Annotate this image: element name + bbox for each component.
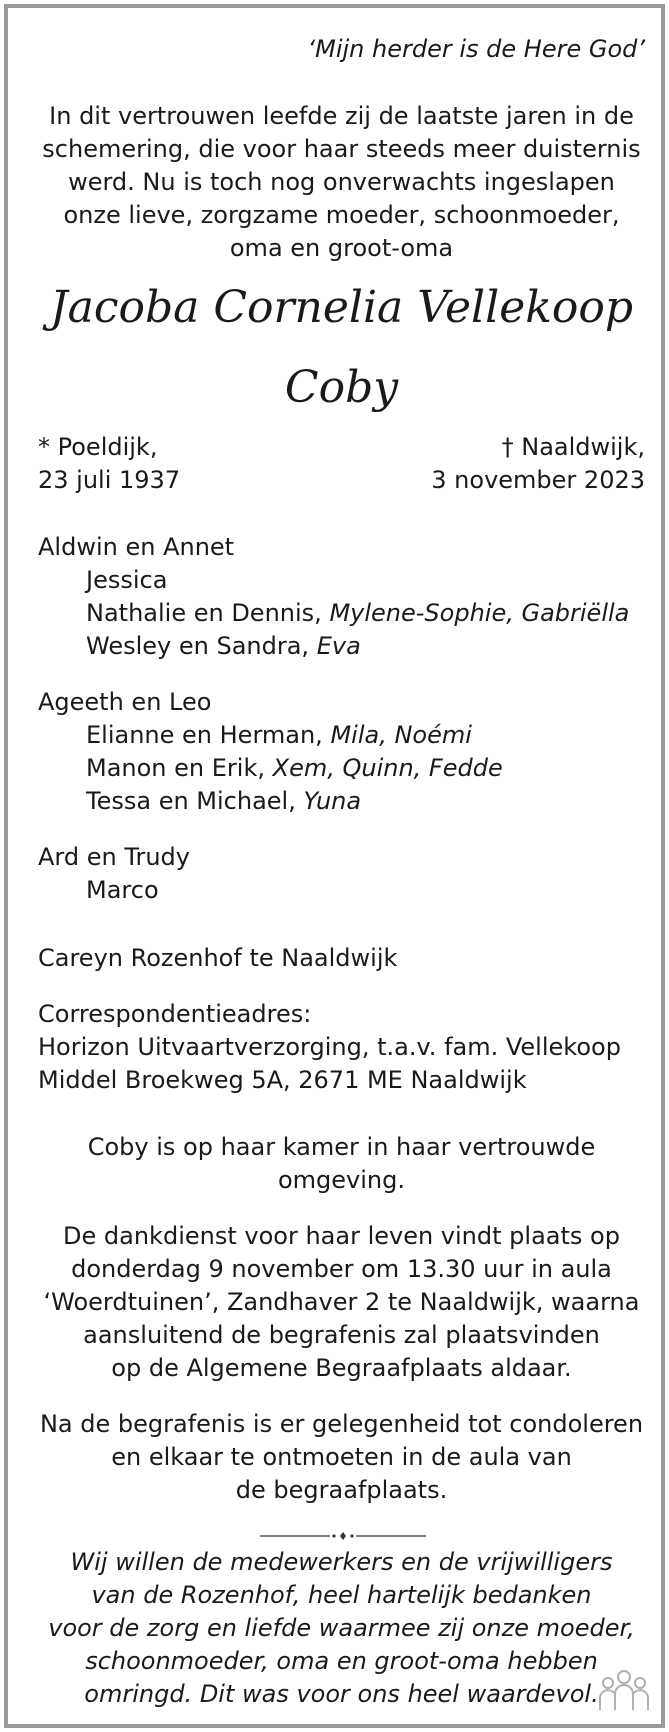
ornamental-divider (260, 1531, 426, 1541)
family-child: Wesley en Sandra, Eva (86, 632, 361, 660)
residence: Careyn Rozenhof te Naaldwijk (38, 944, 398, 972)
deceased-name: Jacoba Cornelia Vellekoop (49, 282, 634, 333)
family-child: Elianne en Herman, Mila, Noémi (86, 721, 472, 749)
death-info: † Naaldwijk, 3 november 2023 (431, 433, 645, 494)
birth-info: * Poeldijk, 23 juli 1937 (38, 433, 181, 494)
family-group (38, 841, 645, 907)
motto: ‘Mijn herder is de Here God’ (307, 35, 645, 63)
family-child: Jessica (86, 566, 168, 594)
family-child: Nathalie en Dennis, Mylene-Sophie, Gabriëlla (86, 599, 630, 627)
people-group-icon (597, 1668, 651, 1712)
family-parents: Ard en Trudy (38, 843, 190, 871)
family-parents: Ageeth en Leo (38, 688, 212, 716)
family-child: Marco (86, 876, 159, 904)
family-group (38, 686, 645, 818)
correspondence-address: Correspondentieadres: Horizon Uitvaartverzorging, t.a.v. fam. Vellekoop Middel Broekweg 5A, 2671 ME Naaldwijk (38, 1000, 621, 1094)
family-parents: Aldwin en Annet (38, 533, 235, 561)
family-child: Manon en Erik, Xem, Quinn, Fedde (86, 754, 503, 782)
service-info: De dankdienst voor haar leven vindt plaats op donderdag 9 november om 13.30 uur in aula ‘Woerdtuinen’, Zandhaver 2 te Naaldwijk, waarna aansluitend de begrafenis zal plaatsvinden op de Algemene Begraafplaats aldaar. (43, 1222, 640, 1382)
family-group (38, 531, 645, 663)
room-note: Coby is op haar kamer in haar vertrouwde omgeving. (87, 1133, 596, 1194)
closing-thanks: Wij willen de medewerkers en de vrijwilligers van de Rozenhof, heel hartelijk bedanken voor de zorg en liefde waarmee zij onze moeder, schoonmoeder, oma en groot-oma hebben omringd. Dit was voor ons heel waardevol. (48, 1548, 635, 1708)
family-child: Tessa en Michael, Yuna (86, 787, 362, 815)
condolence-info: Na de begrafenis is er gelegenheid tot condoleren en elkaar te ontmoeten in de aula van de begraafplaats. (39, 1410, 644, 1504)
intro-text: In dit vertrouwen leefde zij de laatste jaren in de schemering, die voor haar steeds meer duisternis werd. Nu is toch nog onverwachts ingeslapen onze lieve, zorgzame moeder, schoonmoeder, oma en groot-oma (42, 102, 641, 262)
deceased-nickname: Coby (284, 362, 399, 413)
obituary-frame (4, 4, 665, 1728)
